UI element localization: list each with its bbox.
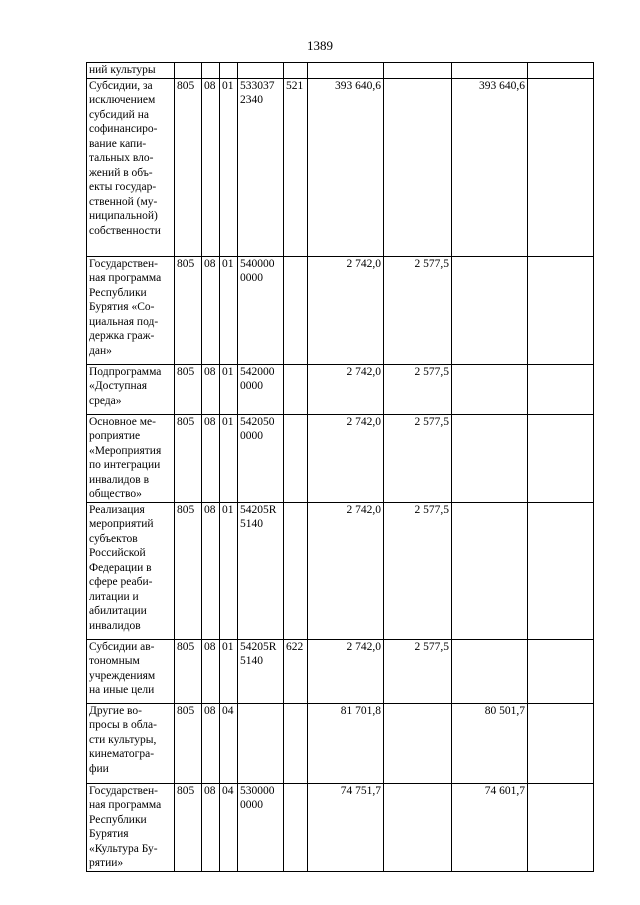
subsection-code-cell bbox=[220, 63, 238, 79]
item-name-line: на иные цели bbox=[89, 684, 155, 696]
amount-cell-2 bbox=[384, 63, 452, 79]
expense-type-cell: 521 bbox=[284, 78, 308, 256]
ministry-code-cell: 805 bbox=[175, 502, 202, 639]
item-name-cell bbox=[87, 414, 175, 502]
amount-cell-4 bbox=[528, 256, 594, 364]
page-number: 1389 bbox=[307, 38, 333, 53]
amount-cell-2: 2 577,5 bbox=[384, 364, 452, 414]
item-name-line: учреждениям bbox=[89, 669, 156, 682]
expense-type-cell bbox=[284, 703, 308, 783]
amount-cell-3 bbox=[452, 256, 528, 364]
item-name-line: циальная под- bbox=[89, 315, 159, 328]
item-name-line: жений в объ- bbox=[89, 166, 153, 179]
expense-type-cell bbox=[284, 63, 308, 79]
item-name-line: Российской bbox=[89, 547, 146, 559]
item-name-line: «Культура Бу- bbox=[89, 842, 158, 855]
item-name-cell bbox=[87, 639, 175, 703]
item-name-line: Бурятия bbox=[89, 828, 129, 840]
expense-type-cell bbox=[284, 256, 308, 364]
item-name-cell bbox=[87, 256, 175, 364]
item-name-line: тономным bbox=[89, 655, 140, 667]
item-name-line: Субсидии, за bbox=[89, 79, 153, 92]
expense-type-cell: 622 bbox=[284, 639, 308, 703]
item-name-line: Бурятия «Со- bbox=[89, 301, 155, 313]
item-name-line: ний культуры bbox=[89, 64, 156, 76]
section-code-cell: 08 bbox=[202, 639, 220, 703]
target-code-cell bbox=[238, 414, 284, 502]
item-name-line: субсидий на bbox=[89, 108, 149, 121]
item-name-line: Другие во- bbox=[89, 704, 142, 717]
table-row bbox=[87, 256, 594, 364]
ministry-code-cell: 805 bbox=[175, 256, 202, 364]
item-name-line: Подпрограмма bbox=[89, 365, 162, 378]
target-code-line: 533037 bbox=[240, 79, 275, 92]
item-name-line: Государствен- bbox=[89, 257, 158, 270]
item-name-line: собственности bbox=[89, 224, 161, 237]
subsection-code-cell: 04 bbox=[220, 783, 238, 871]
expense-type-cell bbox=[284, 502, 308, 639]
amount-cell-4 bbox=[528, 364, 594, 414]
ministry-code-cell: 805 bbox=[175, 364, 202, 414]
item-name-line: Субсидии ав- bbox=[89, 640, 155, 653]
expense-type-cell bbox=[284, 364, 308, 414]
amount-cell-3 bbox=[452, 364, 528, 414]
amount-cell-4 bbox=[528, 63, 594, 79]
item-name-line: ная программа bbox=[89, 799, 162, 811]
amount-cell-1: 2 742,0 bbox=[308, 502, 384, 639]
subsection-code-cell: 04 bbox=[220, 703, 238, 783]
subsection-code-cell: 01 bbox=[220, 502, 238, 639]
table-row bbox=[87, 502, 594, 639]
item-name-line: просы в обла- bbox=[89, 719, 157, 731]
amount-cell-4 bbox=[528, 703, 594, 783]
amount-cell-1: 393 640,6 bbox=[308, 78, 384, 256]
item-name-line: инвалидов bbox=[89, 619, 141, 632]
item-name-line: абилитации bbox=[89, 605, 147, 617]
target-code-line: 540000 bbox=[240, 257, 275, 270]
table-row bbox=[87, 414, 594, 502]
item-name-line: роприятие bbox=[89, 430, 141, 442]
target-code-line: 0000 bbox=[240, 272, 263, 284]
amount-cell-1: 2 742,0 bbox=[308, 639, 384, 703]
target-code-line: 5140 bbox=[240, 518, 263, 530]
item-name-line: общество» bbox=[89, 488, 142, 500]
amount-cell-4 bbox=[528, 783, 594, 871]
table-row bbox=[87, 703, 594, 783]
target-code-line: 5140 bbox=[240, 655, 263, 667]
amount-cell-3: 393 640,6 bbox=[452, 78, 528, 256]
item-name-line: среда» bbox=[89, 394, 122, 407]
section-code-cell: 08 bbox=[202, 364, 220, 414]
amount-cell-2 bbox=[384, 78, 452, 256]
item-name-cell bbox=[87, 502, 175, 639]
table-row bbox=[87, 63, 594, 79]
expense-type-cell bbox=[284, 414, 308, 502]
subsection-code-cell: 01 bbox=[220, 256, 238, 364]
target-code-cell bbox=[238, 78, 284, 256]
budget-table bbox=[86, 62, 594, 872]
target-code-line: 542050 bbox=[240, 415, 275, 428]
ministry-code-cell: 805 bbox=[175, 639, 202, 703]
item-name-line: Реализация bbox=[89, 503, 145, 516]
target-code-cell bbox=[238, 703, 284, 783]
target-code-line: 0000 bbox=[240, 430, 263, 442]
item-name-line: сфере реаби- bbox=[89, 576, 153, 588]
item-name-line: мероприятий bbox=[89, 518, 154, 530]
amount-cell-3 bbox=[452, 63, 528, 79]
amount-cell-1: 2 742,0 bbox=[308, 414, 384, 502]
section-code-cell: 08 bbox=[202, 783, 220, 871]
amount-cell-4 bbox=[528, 78, 594, 256]
item-name-cell bbox=[87, 364, 175, 414]
subsection-code-cell: 01 bbox=[220, 78, 238, 256]
amount-cell-3 bbox=[452, 502, 528, 639]
item-name-line: сти культуры, bbox=[89, 733, 157, 746]
amount-cell-3: 80 501,7 bbox=[452, 703, 528, 783]
item-name-line: тальных вло- bbox=[89, 152, 154, 164]
section-code-cell: 08 bbox=[202, 502, 220, 639]
target-code-cell bbox=[238, 364, 284, 414]
item-name-line: кинематогра- bbox=[89, 748, 155, 760]
item-name-line: «Доступная bbox=[89, 380, 148, 392]
amount-cell-3 bbox=[452, 639, 528, 703]
table-row bbox=[87, 783, 594, 871]
item-name-line: ственной (му- bbox=[89, 195, 158, 208]
section-code-cell: 08 bbox=[202, 78, 220, 256]
amount-cell-2 bbox=[384, 703, 452, 783]
subsection-code-cell: 01 bbox=[220, 364, 238, 414]
item-name-line: ная программа bbox=[89, 272, 162, 284]
item-name-line: рятии» bbox=[89, 857, 124, 869]
amount-cell-2 bbox=[384, 783, 452, 871]
amount-cell-1: 2 742,0 bbox=[308, 256, 384, 364]
amount-cell-2: 2 577,5 bbox=[384, 502, 452, 639]
target-code-line: 54205R bbox=[240, 640, 277, 653]
amount-cell-3 bbox=[452, 414, 528, 502]
amount-cell-2: 2 577,5 bbox=[384, 639, 452, 703]
target-code-cell bbox=[238, 502, 284, 639]
item-name-line: фии bbox=[89, 762, 109, 775]
target-code-line: 0000 bbox=[240, 380, 263, 392]
target-code-line: 530000 bbox=[240, 784, 275, 797]
amount-cell-1: 81 701,8 bbox=[308, 703, 384, 783]
target-code-line: 54205R bbox=[240, 503, 277, 516]
subsection-code-cell: 01 bbox=[220, 414, 238, 502]
table-row bbox=[87, 364, 594, 414]
item-name-line: инвалидов в bbox=[89, 473, 150, 486]
item-name-line: Республики bbox=[89, 286, 147, 299]
item-name-cell bbox=[87, 703, 175, 783]
amount-cell-1: 2 742,0 bbox=[308, 364, 384, 414]
ministry-code-cell: 805 bbox=[175, 414, 202, 502]
ministry-code-cell: 805 bbox=[175, 783, 202, 871]
subsection-code-cell: 01 bbox=[220, 639, 238, 703]
ministry-code-cell bbox=[175, 63, 202, 79]
amount-cell-1 bbox=[308, 63, 384, 79]
item-name-line: Республики bbox=[89, 813, 147, 826]
amount-cell-1: 74 751,7 bbox=[308, 783, 384, 871]
amount-cell-3: 74 601,7 bbox=[452, 783, 528, 871]
target-code-cell bbox=[238, 256, 284, 364]
section-code-cell: 08 bbox=[202, 256, 220, 364]
amount-cell-2: 2 577,5 bbox=[384, 414, 452, 502]
item-name-line: держка граж- bbox=[89, 330, 155, 342]
target-code-cell bbox=[238, 639, 284, 703]
item-name-line: Основное ме- bbox=[89, 415, 156, 428]
amount-cell-4 bbox=[528, 639, 594, 703]
amount-cell-2: 2 577,5 bbox=[384, 256, 452, 364]
section-code-cell bbox=[202, 63, 220, 79]
item-name-line: ниципальной) bbox=[89, 210, 158, 222]
item-name-line: литации и bbox=[89, 590, 139, 603]
amount-cell-4 bbox=[528, 414, 594, 502]
amount-cell-4 bbox=[528, 502, 594, 639]
item-name-cell bbox=[87, 783, 175, 871]
item-name-cell bbox=[87, 63, 175, 79]
ministry-code-cell: 805 bbox=[175, 78, 202, 256]
section-code-cell: 08 bbox=[202, 703, 220, 783]
item-name-line: дан» bbox=[89, 344, 112, 357]
item-name-line: софинансиро- bbox=[89, 123, 158, 135]
item-name-line: «Мероприятия bbox=[89, 444, 162, 457]
expense-type-cell bbox=[284, 783, 308, 871]
target-code-cell bbox=[238, 63, 284, 79]
target-code-line: 0000 bbox=[240, 799, 263, 811]
item-name-line: Федерации в bbox=[89, 561, 152, 574]
table-row bbox=[87, 639, 594, 703]
target-code-cell bbox=[238, 783, 284, 871]
item-name-line: исключением bbox=[89, 94, 156, 106]
target-code-line: 542000 bbox=[240, 365, 275, 378]
item-name-line: вание капи- bbox=[89, 137, 147, 150]
target-code-line: 2340 bbox=[240, 94, 263, 106]
section-code-cell: 08 bbox=[202, 414, 220, 502]
ministry-code-cell: 805 bbox=[175, 703, 202, 783]
item-name-line: по интеграции bbox=[89, 459, 161, 471]
item-name-line: екты государ- bbox=[89, 181, 157, 193]
table-row bbox=[87, 78, 594, 256]
item-name-cell bbox=[87, 78, 175, 256]
item-name-line: субъектов bbox=[89, 532, 138, 545]
item-name-line: Государствен- bbox=[89, 784, 158, 797]
